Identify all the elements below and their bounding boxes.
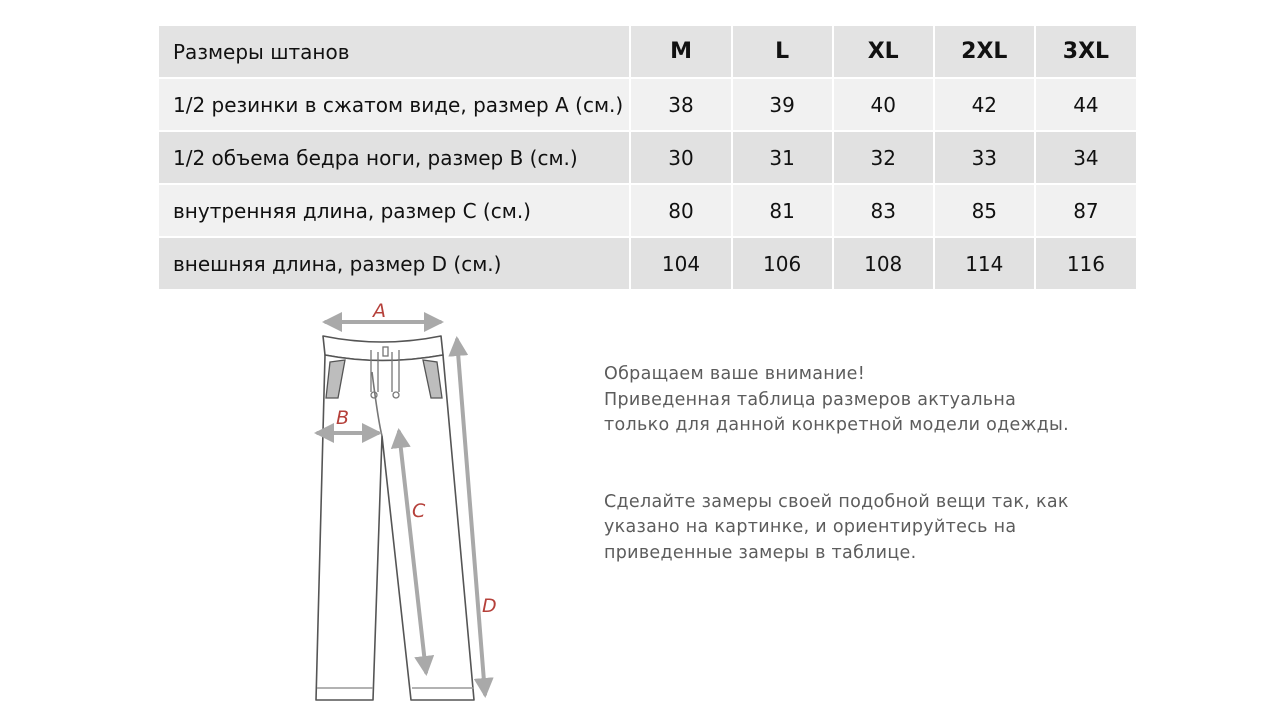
size-header-l: L	[732, 26, 833, 78]
table-cell: 108	[833, 237, 934, 289]
size-header-m: M	[630, 26, 731, 78]
size-table	[159, 26, 1136, 289]
size-header-xl: XL	[833, 26, 934, 78]
table-header-label: Размеры штанов	[159, 26, 630, 78]
table-cell: 31	[732, 131, 833, 184]
table-row	[159, 237, 1136, 289]
table-cell: 104	[630, 237, 731, 289]
notice-line: Обращаем ваше внимание!	[604, 364, 866, 384]
table-cell: 32	[833, 131, 934, 184]
notice-text	[604, 362, 1204, 566]
table-cell: 39	[732, 78, 833, 131]
row-label: внутренняя длина, размер С (см.)	[159, 184, 630, 237]
notice-paragraph-1	[604, 362, 1204, 439]
table-cell: 114	[934, 237, 1035, 289]
row-label: 1/2 объема бедра ноги, размер В (см.)	[159, 131, 630, 184]
table-row	[159, 184, 1136, 237]
notice-line: только для данной конкретной модели одежды.	[604, 415, 1070, 435]
notice-line: Сделайте замеры своей подобной вещи так, как	[604, 491, 1069, 512]
table-cell: 38	[630, 78, 731, 131]
label-b: B	[336, 407, 350, 429]
table-cell: 81	[732, 184, 833, 237]
table-cell: 30	[630, 131, 731, 184]
table-cell: 116	[1035, 237, 1136, 289]
notice-line: приведенные замеры в таблице.	[604, 542, 917, 563]
size-header-2xl: 2XL	[934, 26, 1035, 78]
table-cell: 33	[934, 131, 1035, 184]
table-cell: 80	[630, 184, 731, 237]
table-cell: 42	[934, 78, 1035, 131]
table-cell: 44	[1035, 78, 1136, 131]
table-cell: 87	[1035, 184, 1136, 237]
table-cell: 34	[1035, 131, 1136, 184]
label-c: C	[412, 500, 426, 522]
table-row	[159, 131, 1136, 184]
row-label: внешняя длина, размер D (см.)	[159, 237, 630, 289]
label-d: D	[482, 595, 497, 617]
table-header-row	[159, 26, 1136, 78]
size-header-3xl: 3XL	[1035, 26, 1136, 78]
table-cell: 83	[833, 184, 934, 237]
table-cell: 85	[934, 184, 1035, 237]
row-label: 1/2 резинки в сжатом виде, размер А (см.)	[159, 78, 630, 131]
label-a: A	[373, 300, 386, 322]
table-cell: 106	[732, 237, 833, 289]
notice-paragraph-2	[604, 490, 1204, 567]
notice-line: указано на картинке, и ориентируйтесь на	[604, 517, 1017, 537]
table-cell: 40	[833, 78, 934, 131]
pants-measurement-diagram	[300, 292, 520, 712]
notice-line: Приведенная таблица размеров актуальна	[604, 389, 1017, 410]
table-row	[159, 78, 1136, 131]
